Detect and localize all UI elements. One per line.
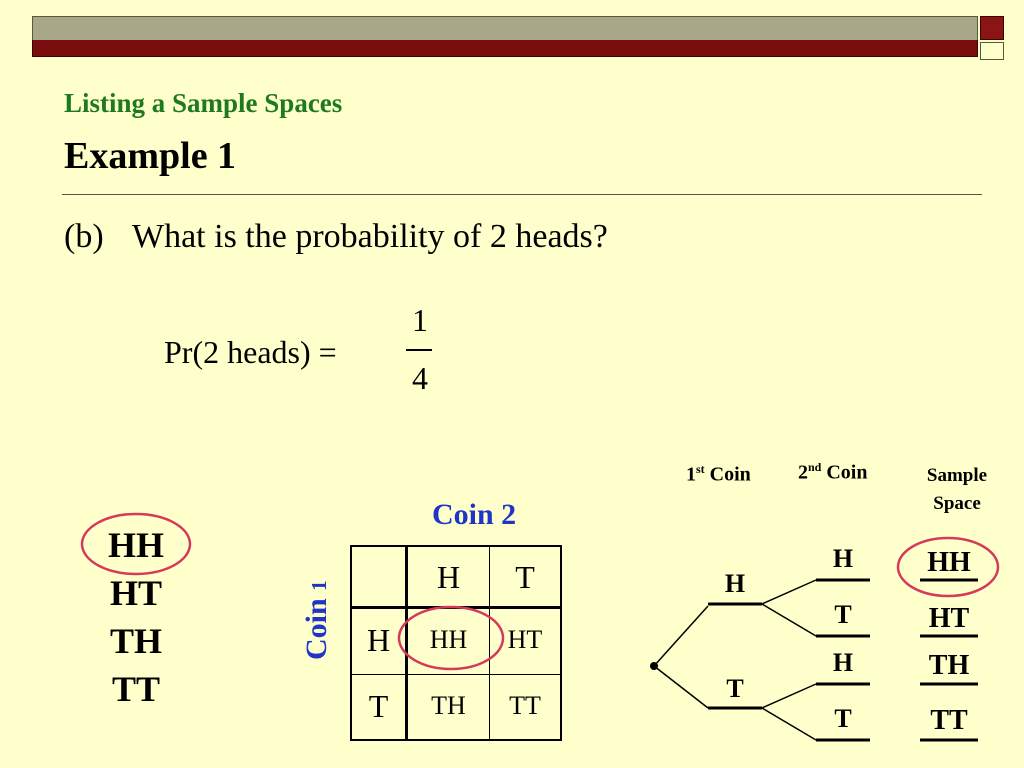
tree-branch	[654, 606, 708, 666]
tree-header-first-coin: 1st Coin	[686, 462, 751, 486]
tree-node-first-coin: H	[724, 569, 746, 598]
sample-space-item: HT	[928, 603, 970, 634]
tree-node-second-coin: T	[834, 600, 852, 629]
tree-node-first-coin: T	[726, 674, 744, 703]
probability-expression: Pr(2 heads) =	[164, 334, 337, 370]
coin2-axis-label: Coin 2	[432, 498, 517, 531]
tree-branch	[762, 580, 816, 604]
table-cell: TH	[408, 675, 490, 741]
slide-subtitle: Listing a Sample Spaces	[64, 88, 343, 118]
question-label: (b)	[64, 218, 104, 255]
table-row-header: H	[350, 609, 408, 675]
tree-branch	[762, 604, 816, 636]
coin1-axis-label: Coin 1	[300, 580, 333, 660]
sample-list-item: TH	[109, 621, 162, 661]
sample-list-item: TT	[111, 669, 161, 709]
table-cell: HH	[408, 609, 490, 675]
tree-root-dot	[650, 662, 658, 670]
highlight-circle	[399, 607, 503, 669]
table-col-header: T	[490, 545, 562, 609]
fraction-denominator: 4	[412, 360, 428, 396]
question-text: What is the probability of 2 heads?	[132, 218, 608, 255]
tree-node-second-coin: T	[834, 704, 852, 733]
table-row-header: T	[350, 675, 408, 741]
sample-space-item: TH	[928, 650, 970, 681]
tree-branch	[762, 708, 816, 740]
fraction-numerator: 1	[412, 302, 428, 338]
tree-node-second-coin: H	[832, 544, 854, 573]
table-col-header: H	[408, 545, 490, 609]
tree-node-second-coin: H	[832, 648, 854, 677]
sample-list-item: HT	[109, 573, 162, 613]
sample-space-item: HH	[927, 547, 971, 578]
table-cell: TT	[490, 675, 562, 741]
tree-header-second-coin: 2nd Coin	[798, 460, 868, 484]
tree-header-sample-space: Sample Space	[926, 465, 988, 514]
slide-title: Example 1	[64, 135, 237, 177]
tree-branch	[762, 684, 816, 708]
tree-branch	[654, 666, 708, 708]
sample-space-item: TT	[930, 705, 968, 736]
table-cell: HT	[490, 609, 562, 675]
highlight-circle	[82, 514, 190, 574]
sample-list-item: HH	[107, 525, 164, 565]
